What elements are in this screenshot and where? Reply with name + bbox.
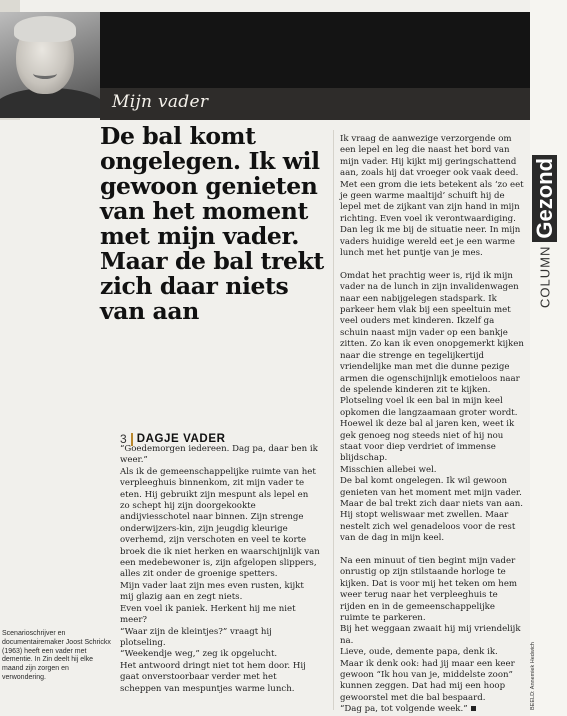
paragraph: “Goedemorgen iedereen. Dag pa, daar ben ik weer.”: [120, 444, 318, 466]
paragraph: Misschien allebei wel.: [340, 464, 437, 475]
column-divider: [333, 130, 334, 710]
paragraph: De bal komt ongelegen. Ik wil gewoon genieten van het moment met mijn vader. Maar de bal trekt zich daar niets van aan. Hij stopt weliswaar met zwellen. Maar nestelt zich wel genadeloos voor de rest van de dag in mijn keel.: [340, 476, 524, 544]
photo-smile: [33, 68, 57, 79]
paragraph: Lieve, oude, demente papa, denk ik.: [340, 647, 498, 658]
photo-credit: [530, 640, 546, 710]
pull-quote-headline: De bal komt ongelegen. Ik wil gewoon genieten van het moment met mijn vader. Maar de bal trekt zich daar niets van aan: [100, 122, 324, 325]
author-photo: [0, 12, 100, 118]
closing-paragraph: [340, 704, 525, 715]
paragraph: Bij het weggaan zwaait hij mij vriendelijk na.: [340, 624, 521, 646]
paragraph: Als ik de gemeenschappelijke ruimte van het verpleeghuis binnenkom, zit mijn vader te eten. Hij gebruikt zijn mespunt als lepel en zo schept hij zijn doorgekookte andijviesschotel naar binnen. Zijn strenge onderwijzers-kin, zijn jeugdig kleurige overhemd, zijn verschoten en veel te korte broek die ik niet herken en waarschijnlijk van een medebewoner is, zijn afgelopen slippers, alles zit onder de groenige spetters.: [120, 466, 320, 580]
paragraph: Even voel ik paniek. Herkent hij me niet meer?: [120, 603, 296, 626]
header-band: [100, 12, 530, 88]
paragraph: Mijn vader laat zijn mes even rusten, kijkt mij glazig aan en zegt niets.: [120, 580, 304, 603]
paragraph: Maar ik denk ook: had jij maar een keer gewoon “Ik hou van je, middelste zoon” kunnen zeggen. Dat had mij een hoop gewoorstel met die bal bespaard.: [340, 658, 515, 703]
section-label: COLUMN: [537, 245, 553, 308]
paragraph: Plotseling voel ik een bal in mijn keel opkomen die langzaamaan groter wordt. Hoewel ik deze bal al jaren ken, weet ik gek genoeg nog steeds niet of hij nou staat voor diep verdriet of immense blijdschap.: [340, 396, 518, 464]
section-number: 3: [120, 432, 127, 446]
author-caption: Scenarioschrijver en documentairemaker Joost Schrickx (1963) heeft een vader met dementie. In Zin deelt hij elke maand zijn zorgen en verwondering.: [2, 630, 111, 681]
end-mark-icon: [471, 706, 476, 711]
paragraph: Na een minuut of tien begint mijn vader onrustig op zijn stilstaande horloge te kijken. Dat is voor mij het teken om hem weer terug naar het verpleeghuis te rijden en in de gemeenschappelijke ruimte te parkeren.: [340, 556, 518, 624]
paragraph: “Waar zijn de kleintjes?” vraagt hij plotseling.: [120, 626, 272, 648]
body-column-left: [120, 444, 320, 695]
paragraph: Omdat het prachtig weer is, rijd ik mijn vader na de lunch in zijn invalidenwagen naar een nabijgelegen stadspark. Ik parkeer hem vlak bij een speeltuin met veel ouders met kinderen. Ikzelf ga schuin naast mijn vader op een bankje zitten. Zo kan ik even onopgemerkt kijken naar die strenge en tegelijkertijd vriendelijke man met die dunne pezige armen die ogenschijnlijk emotieloos naar de spelende kinderen zit te kijken.: [340, 270, 524, 395]
body-column-right: [340, 134, 525, 716]
photo-hair: [14, 16, 76, 42]
section-brand: [532, 157, 558, 308]
section-title: DAGJE VADER: [136, 433, 226, 445]
paragraph: Ik vraag de aanwezige verzorgende om een lepel en leg die naast het bord van mijn vader. Hij kijkt mij geringschattend aan, zoals hij dat vroeger ook vaak deed. Met een grom die iets betekent als ‘zo eet je geen warme maaltijd’ schuift hij de lepel met de zijkant van zijn hand in mijn richting. Even voel ik verontwaardiging. Dan leg ik me bij de situatie neer. In mijn vaders huidige wereld eet je een warme lunch met het puntje van je mes.: [340, 134, 524, 259]
column-title: Mijn vader: [112, 92, 209, 112]
closing-line: “Dag pa, tot volgende week.”: [340, 704, 468, 715]
paragraph: Het antwoord dringt niet tot hem door. Hij gaat onverstoorbaar verder met het scheppen van mespuntjes warme lunch.: [120, 660, 306, 694]
photo-credit-text: BEELD: Annemiek Hedwich: [530, 642, 536, 710]
paragraph: “Weekendje weg,” zeg ik opgelucht.: [120, 649, 278, 660]
side-strip: [530, 0, 567, 716]
brand-label: Gezond: [532, 155, 557, 242]
